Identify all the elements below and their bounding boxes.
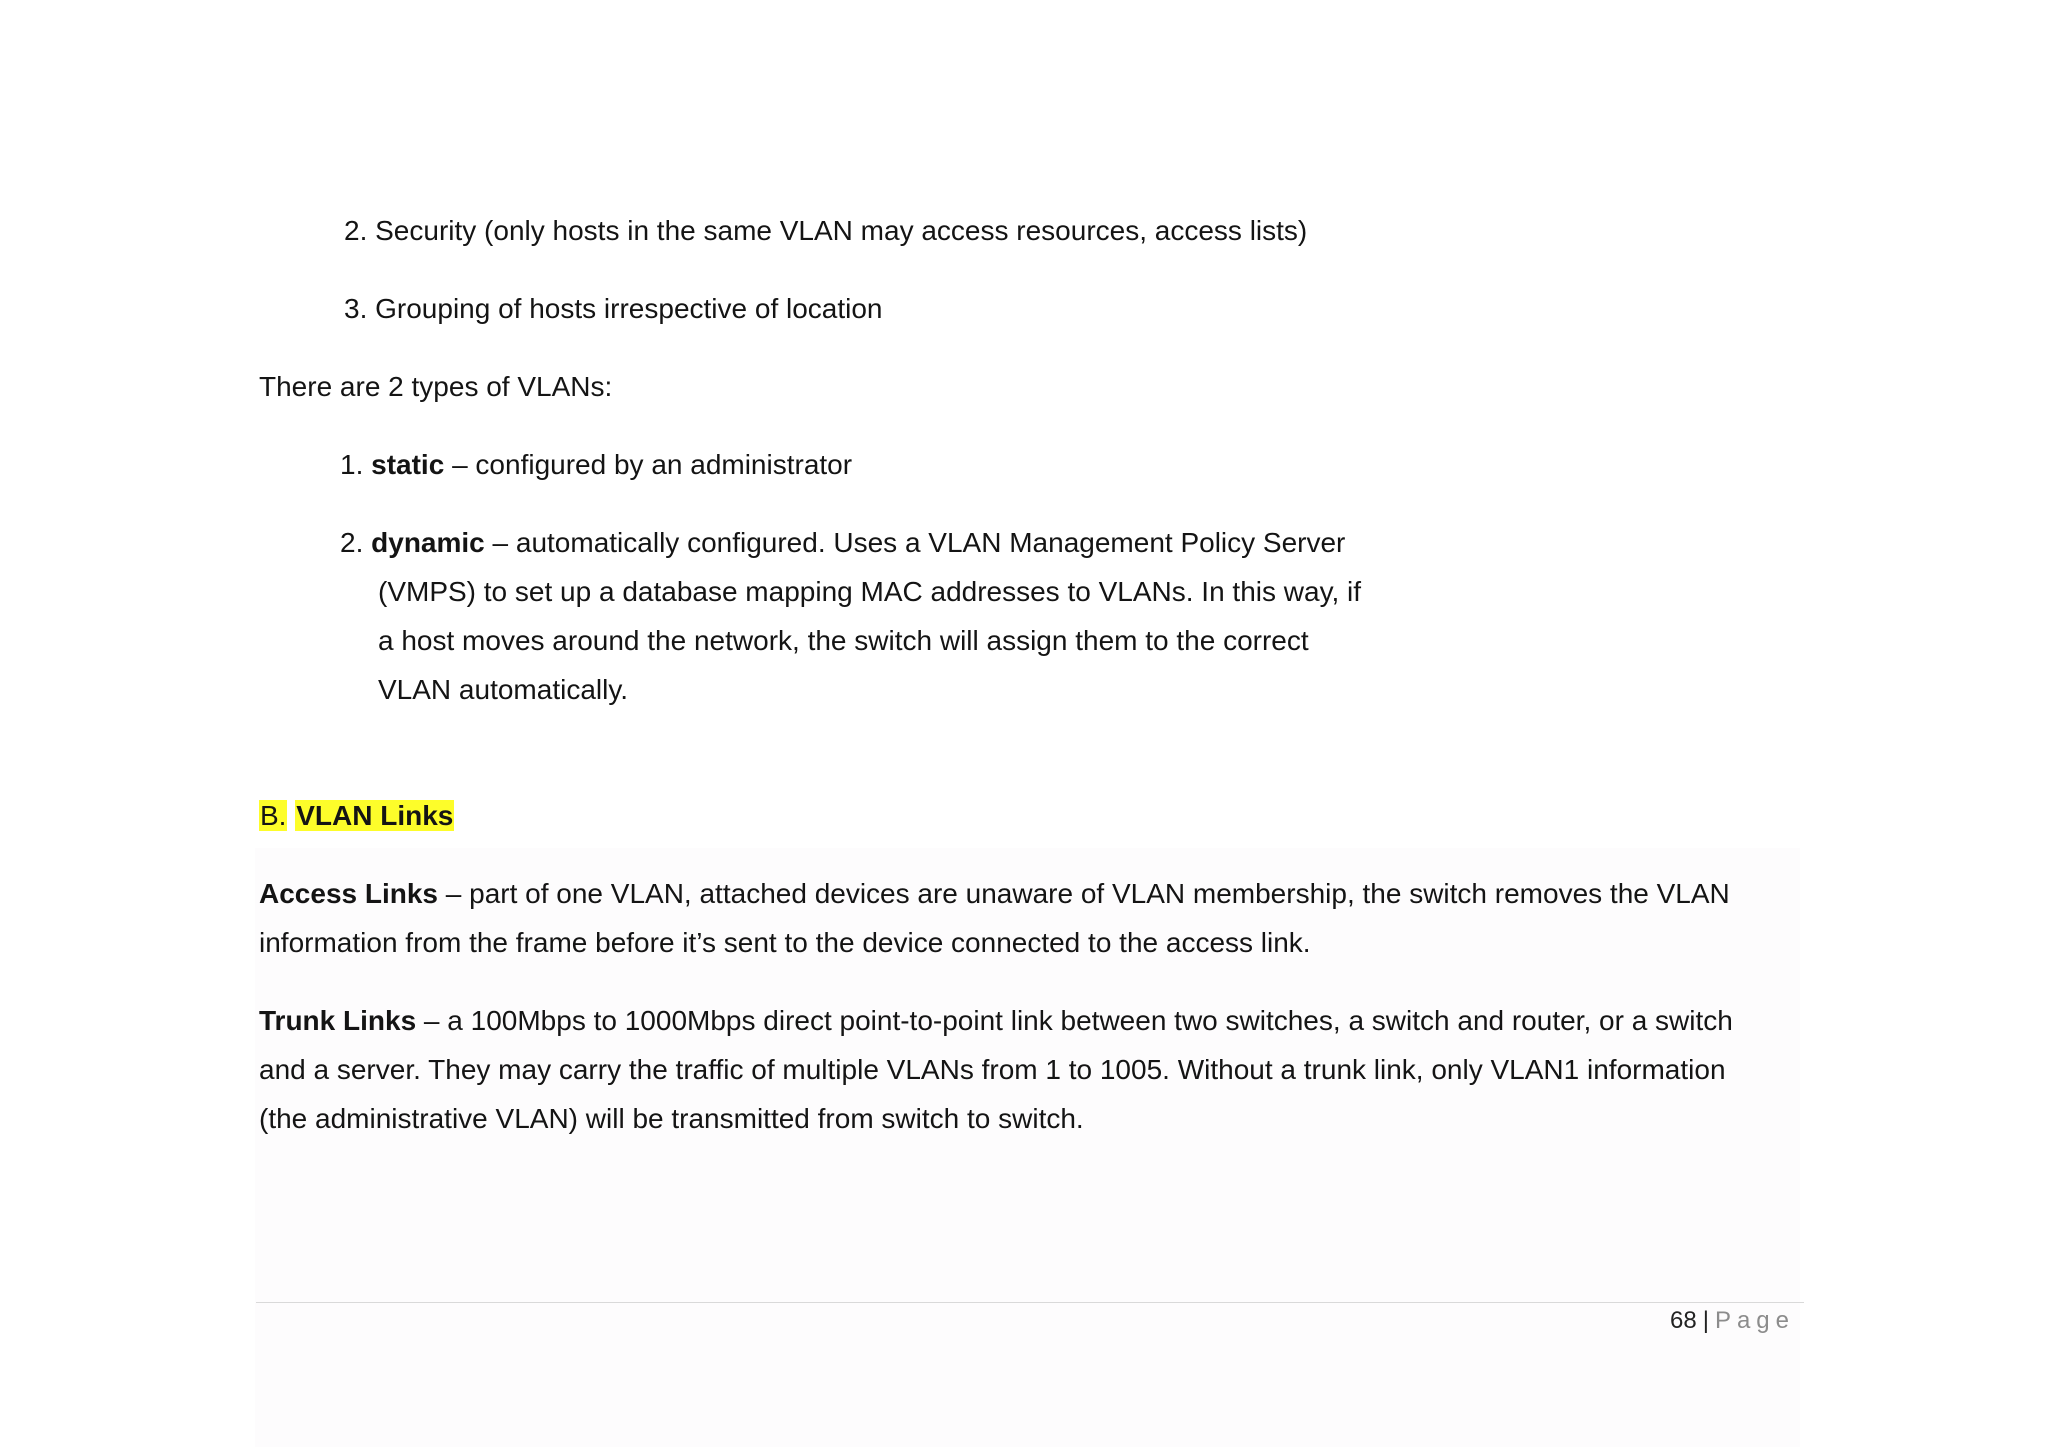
dynamic-line-2: (VMPS) to set up a database mapping MAC addresses to VLANs. In this way, if [378,576,1362,607]
list-item-dynamic [340,526,1345,560]
dynamic-line-3: a host moves around the network, the switch will assign them to the correct [378,625,1309,656]
section-letter: B. [260,800,287,831]
access-links-term: Access Links [259,878,438,909]
list-item-grouping: 3. Grouping of hosts irrespective of location [344,293,883,324]
trunk-links-line-1 [259,1004,1733,1038]
section-heading [259,799,454,833]
types-intro: There are 2 types of VLANs: [259,371,613,402]
footer-separator: | [1702,1307,1709,1334]
trunk-links-line-2: and a server. They may carry the traffic of multiple VLANs from 1 to 1005. Without a trunk link, only VLAN1 information [259,1054,1726,1085]
page-label: Page [1714,1307,1795,1334]
section-title: VLAN Links [296,800,454,831]
trunk-links-line-3: (the administrative VLAN) will be transmitted from switch to switch. [259,1103,1084,1134]
access-links-desc: – part of one VLAN, attached devices are unaware of VLAN membership, the switch removes the VLAN [438,878,1730,909]
trunk-links-desc: – a 100Mbps to 1000Mbps direct point-to-point link between two switches, a switch and router, or a switch [416,1005,1733,1036]
dynamic-term: dynamic [371,527,485,558]
dynamic-desc: – automatically configured. Uses a VLAN Management Policy Server [484,527,1346,558]
page-footer [1670,1306,1795,1336]
dynamic-line-4: VLAN automatically. [378,674,629,705]
access-links-line-2: information from the frame before it’s sent to the device connected to the access link. [259,927,1311,958]
static-prefix: 1. [340,449,372,480]
static-desc: – configured by an administrator [444,449,853,480]
list-item-security: 2. Security (only hosts in the same VLAN may access resources, access lists) [344,215,1308,246]
static-term: static [371,449,445,480]
list-item-static [340,448,852,482]
page-number: 68 [1670,1307,1697,1334]
footer-rule [256,1302,1804,1303]
access-links-line-1 [259,877,1730,911]
trunk-links-term: Trunk Links [259,1005,417,1036]
dynamic-prefix: 2. [340,527,372,558]
